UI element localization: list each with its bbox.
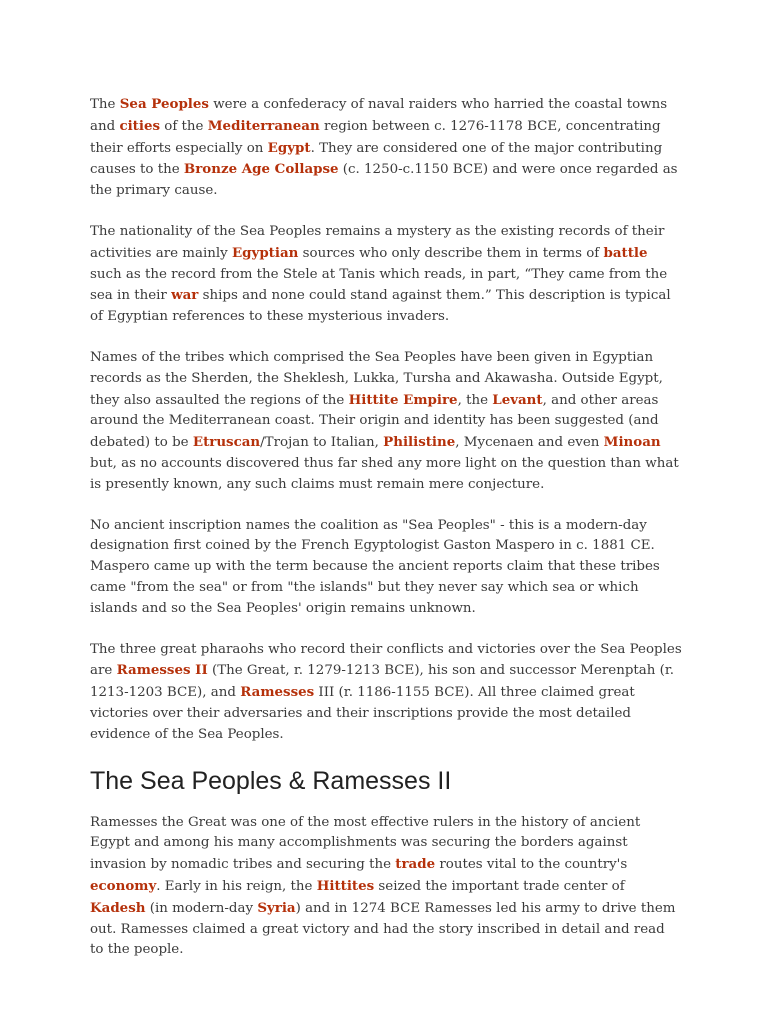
paragraph-text: , the [457,392,493,408]
link-ramesses[interactable]: Ramesses [240,684,315,701]
paragraph [90,640,682,746]
paragraph-text: , and other areas around the Mediterranean coast. Their origin and identity has been suggested (and debated) to be [90,392,659,451]
paragraph-text: No ancient inscription names the coalition as "Sea Peoples" - this is a modern-day designation first coined by the French Egyptologist Gaston Maspero in c. 1881 CE. Maspero came up with the term because the ancient reports claim that these tribes came "from the sea" or from "the islands" but they never say which sea or which islands and so the Sea Peoples' origin remains unknown. [90,517,660,616]
section-paragraphs [90,813,682,962]
paragraph-text: (The Great, r. 1279-1213 BCE), his son and successor Merenptah (r. 1213-1203 BCE), and [90,663,675,701]
paragraph-text: . Early in his reign, the [156,878,317,894]
paragraph-text: routes vital to the country's [435,857,628,873]
article-body [90,94,682,981]
link-levant[interactable]: Levant [492,391,543,408]
link-sea-peoples[interactable]: Sea Peoples [119,96,209,112]
paragraph-text: but, as no accounts discovered thus far shed any more light on the question than what is presently known, any such claims must remain mere conjecture. [90,455,679,492]
paragraph-text: sources who only describe them in terms of [298,245,604,261]
link-economy[interactable]: economy [90,877,157,894]
link-hittites[interactable]: Hittites [316,877,375,894]
paragraph-text: region between c. 1276-1178 BCE, concentrating their efforts especially on [90,118,661,156]
link-battle[interactable]: battle [603,244,648,261]
paragraph-text: (c. 1250-c.1150 BCE) and were once regarded as the primary cause. [90,162,678,199]
link-cities[interactable]: cities [119,117,161,134]
paragraph-text: The nationality of the Sea Peoples remains a mystery as the existing records of their activities are mainly [90,223,665,261]
paragraph-text: seized the important trade center of [374,878,625,894]
intro-paragraphs [90,94,682,746]
link-hittite-empire[interactable]: Hittite Empire [348,391,458,408]
paragraph-text: Names of the tribes which comprised the Sea Peoples have been given in Egyptian records as the Sherden, the Sheklesh, Lukka, Tursha and Akawasha. Outside Egypt, they also assaulted the regions of the [90,349,663,408]
paragraph [90,94,682,202]
link-ramesses-ii[interactable]: Ramesses II [116,662,208,679]
paragraph [90,516,682,620]
link-mediterranean[interactable]: Mediterranean [207,117,320,134]
paragraph-text: The three great pharaohs who record their conflicts and victories over the Sea Peoples are [90,641,682,679]
paragraph-text: , Mycenaen and even [455,435,604,451]
link-bronze-age-collapse[interactable]: Bronze Age Collapse [183,161,339,178]
paragraph-text: III (r. 1186-1155 BCE). All three claimed great victories over their adversaries and their inscriptions provide the most detailed evidence of the Sea Peoples. [90,685,635,742]
link-syria[interactable]: Syria [257,899,296,916]
link-war[interactable]: war [171,287,199,304]
link-philistine[interactable]: Philistine [383,434,456,451]
paragraph-text: ships and none could stand against them.” This description is typical of Egyptian references to these mysterious invaders. [90,288,671,325]
link-egypt[interactable]: Egypt [267,139,311,156]
link-kadesh[interactable]: Kadesh [90,899,146,916]
paragraph [90,222,682,328]
paragraph-text: (in modern-day [145,900,258,916]
paragraph-text: ) and in 1274 BCE Ramesses led his army to drive them out. Ramesses claimed a great victory and had the story inscribed in detail and read to the people. [90,900,676,958]
paragraph-text: of the [160,118,208,134]
section-heading: The Sea Peoples & Ramesses II [90,766,452,795]
link-egyptian[interactable]: Egyptian [231,244,299,261]
paragraph-text: such as the record from the Stele at Tanis which reads, in part, “They came from the sea in their [90,266,668,304]
paragraph-text: were a confederacy of naval raiders who harried the coastal towns and [90,97,668,134]
paragraph-text: . They are considered one of the major contributing causes to the [90,140,663,178]
paragraph-text: The [90,97,120,112]
link-etruscan[interactable]: Etruscan [192,434,261,451]
paragraph [90,348,682,496]
link-trade[interactable]: trade [395,856,436,873]
paragraph-text: /Trojan to Italian, [260,435,384,451]
paragraph-text: Ramesses the Great was one of the most effective rulers in the history of ancient Egypt and among his many accomplishments was securing the borders against invasion by nomadic tribes and securing the [90,814,641,873]
link-minoan[interactable]: Minoan [603,434,661,451]
paragraph [90,813,682,962]
